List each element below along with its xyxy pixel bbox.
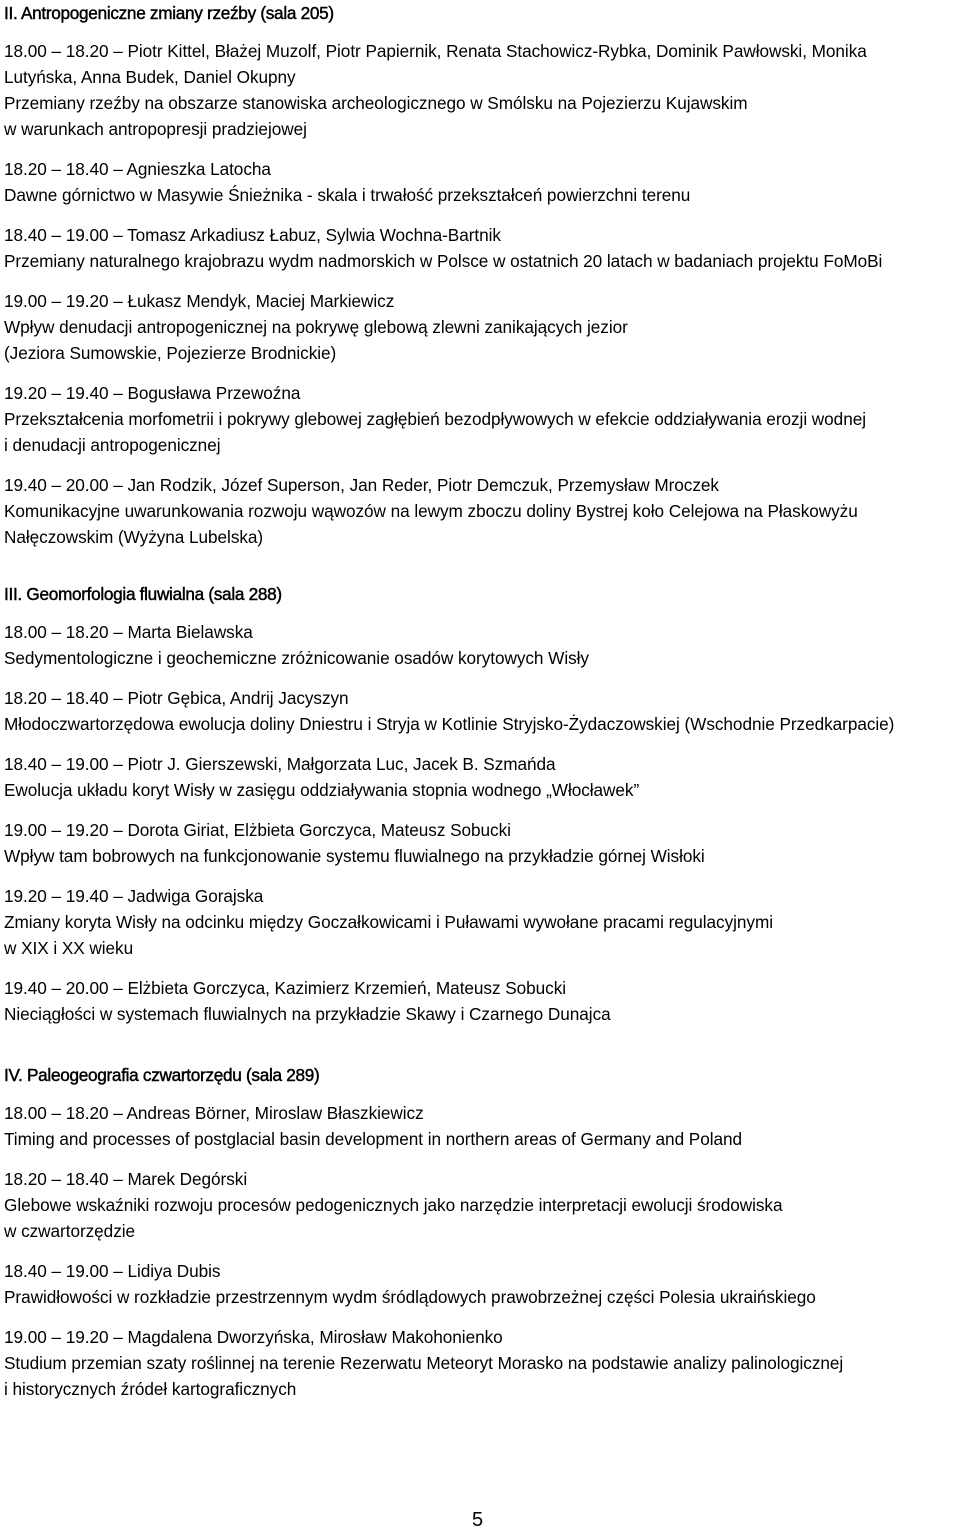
talk-title: i denudacji antropogenicznej [4, 435, 221, 455]
talk-title: Zmiany koryta Wisły na odcinku między Goczałkowicami i Puławami wywołane pracami regulacyjnymi [4, 912, 773, 932]
section-heading: IV. Paleogeografia czwartorzędu (sala 289) [4, 1065, 320, 1085]
talk-item [4, 619, 894, 671]
talk-header: 18.00 – 18.20 – Andreas Börner, Miroslaw Błaszkiewicz [4, 1103, 424, 1123]
section-paleogeografia [4, 1062, 843, 1402]
talk-item [4, 751, 894, 803]
talk-title: Prawidłowości w rozkładzie przestrzennym wydm śródlądowych prawobrzeżnej części Polesia ukraińskiego [4, 1287, 816, 1307]
talk-item [4, 1166, 843, 1244]
talk-header: 19.40 – 20.00 – Elżbieta Gorczyca, Kazimierz Krzemień, Mateusz Sobucki [4, 978, 567, 998]
section-fluwialna [4, 581, 894, 1027]
talk-header: 19.20 – 19.40 – Bogusława Przewoźna [4, 383, 301, 403]
talk-title: Przemiany naturalnego krajobrazu wydm nadmorskich w Polsce w ostatnich 20 latach w badaniach projektu FoMoBi [4, 251, 883, 271]
talk-item [4, 1258, 843, 1310]
talk-title: Nałęczowskim (Wyżyna Lubelska) [4, 527, 264, 547]
talk-header: 19.00 – 19.20 – Magdalena Dworzyńska, Mirosław Makohonienko [4, 1327, 503, 1347]
talk-header: 18.40 – 19.00 – Tomasz Arkadiusz Łabuz, Sylwia Wochna-Bartnik [4, 225, 501, 245]
talk-line: Lutyńska, Anna Budek, Daniel Okupny [4, 67, 296, 87]
talk-header: 18.20 – 18.40 – Piotr Gębica, Andrij Jacyszyn [4, 688, 349, 708]
talk-title: w czwartorzędzie [4, 1221, 136, 1241]
talk-header: 19.00 – 19.20 – Łukasz Mendyk, Maciej Markiewicz [4, 291, 395, 311]
talk-item [4, 1324, 843, 1402]
talk-title: Przekształcenia morfometrii i pokrywy glebowej zagłębień bezodpływowych w efekcie oddziaływania erozji wodnej [4, 409, 866, 429]
talk-header: 18.20 – 18.40 – Marek Degórski [4, 1169, 248, 1189]
talk-title: Sedymentologiczne i geochemiczne zróżnicowanie osadów korytowych Wisły [4, 648, 589, 668]
talk-title: Dawne górnictwo w Masywie Śnieżnika - skala i trwałość przekształceń powierzchni terenu [4, 185, 691, 205]
talk-item [4, 817, 894, 869]
section-heading: II. Antropogeniczne zmiany rzeźby (sala 205) [4, 3, 334, 23]
talk-header: 18.00 – 18.20 – Piotr Kittel, Błażej Muzolf, Piotr Papiernik, Renata Stachowicz-Rybka, Dominik Pawłowski, Monika [4, 41, 867, 61]
talk-item [4, 156, 882, 208]
talk-item [4, 288, 882, 366]
talk-title: Ewolucja układu koryt Wisły w zasięgu oddziaływania stopnia wodnego „Włocławek” [4, 780, 640, 800]
talk-item [4, 472, 882, 550]
talk-title: Wpływ tam bobrowych na funkcjonowanie systemu fluwialnego na przykładzie górnej Wisłoki [4, 846, 705, 866]
talk-item [4, 1100, 843, 1152]
talk-item [4, 685, 894, 737]
talk-title: w warunkach antropopresji pradziejowej [4, 119, 307, 139]
talk-title: i historycznych źródeł kartograficznych [4, 1379, 297, 1399]
page-number: 5 [472, 1509, 484, 1531]
talk-title: (Jeziora Sumowskie, Pojezierze Brodnickie) [4, 343, 337, 363]
talk-item [4, 38, 882, 142]
section-heading: III. Geomorfologia fluwialna (sala 288) [4, 584, 282, 604]
talk-title: Przemiany rzeźby na obszarze stanowiska archeologicznego w Smólsku na Pojezierzu Kujawskim [4, 93, 748, 113]
talk-item [4, 975, 894, 1027]
talk-header: 19.40 – 20.00 – Jan Rodzik, Józef Superson, Jan Reder, Piotr Demczuk, Przemysław Mroczek [4, 475, 719, 495]
talk-title: Wpływ denudacji antropogenicznej na pokrywę glebową zlewni zanikających jezior [4, 317, 628, 337]
talk-title: Komunikacyjne uwarunkowania rozwoju wąwozów na lewym zboczu doliny Bystrej koło Celejowa na Płaskowyżu [4, 501, 858, 521]
talk-item [4, 222, 882, 274]
talk-item [4, 883, 894, 961]
talk-item [4, 380, 882, 458]
talk-title: Studium przemian szaty roślinnej na terenie Rezerwatu Meteoryt Morasko na podstawie analizy palinologicznej [4, 1353, 844, 1373]
talk-title: Nieciągłości w systemach fluwialnych na przykładzie Skawy i Czarnego Dunajca [4, 1004, 611, 1024]
talk-header: 18.00 – 18.20 – Marta Bielawska [4, 622, 253, 642]
talk-title: w XIX i XX wieku [4, 938, 134, 958]
talk-title: Glebowe wskaźniki rozwoju procesów pedogenicznych jako narzędzie interpretacji ewolucji środowiska [4, 1195, 783, 1215]
talk-title: Timing and processes of postglacial basin development in northern areas of Germany and Poland [4, 1129, 743, 1149]
section-antropogeniczne [4, 0, 882, 550]
talk-header: 19.20 – 19.40 – Jadwiga Gorajska [4, 886, 264, 906]
talk-header: 19.00 – 19.20 – Dorota Giriat, Elżbieta Gorczyca, Mateusz Sobucki [4, 820, 511, 840]
talk-title: Młodoczwartorzędowa ewolucja doliny Dniestru i Stryja w Kotlinie Stryjsko-Żydaczowskiej (Wschodnie Przedkarpacie) [4, 714, 895, 734]
talk-header: 18.40 – 19.00 – Piotr J. Gierszewski, Małgorzata Luc, Jacek B. Szmańda [4, 754, 556, 774]
talk-header: 18.20 – 18.40 – Agnieszka Latocha [4, 159, 271, 179]
talk-header: 18.40 – 19.00 – Lidiya Dubis [4, 1261, 221, 1281]
